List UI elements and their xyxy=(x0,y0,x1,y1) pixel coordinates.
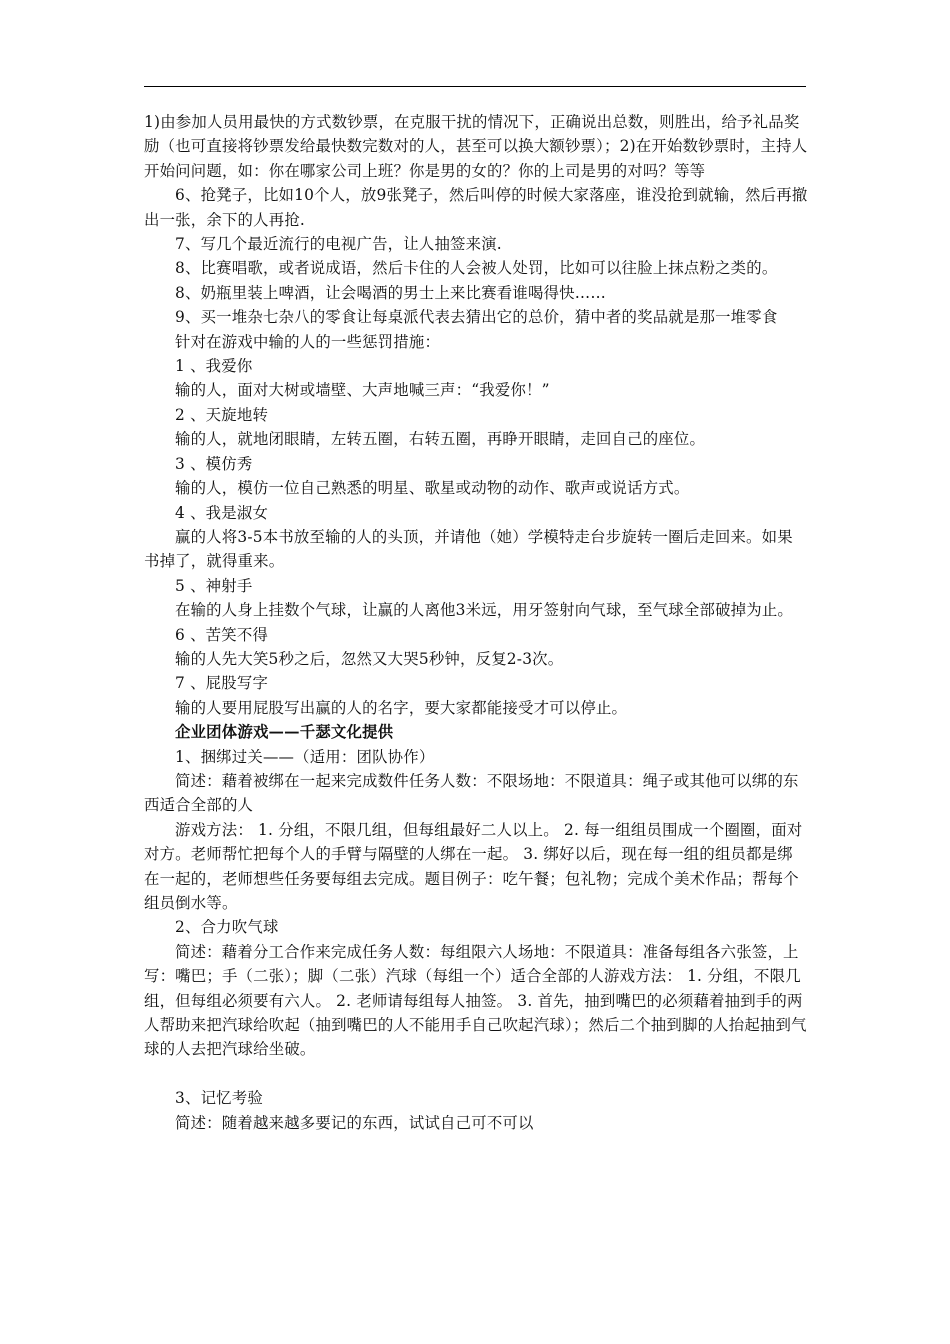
paragraph: 8、比赛唱歌，或者说成语，然后卡住的人会被人处罚，比如可以往脸上抹点粉之类的。 xyxy=(175,259,778,278)
paragraph: 输的人，就地闭眼睛，左转五圈，右转五圈，再睁开眼睛，走回自己的座位。 xyxy=(175,430,706,449)
paragraph: 简述：藉着被绑在一起来完成数件任务人数：不限场地：不限道具：绳子或其他可以绑的东西适合全部的人 xyxy=(144,771,799,815)
paragraph: 5 、神射手 xyxy=(175,576,253,595)
document-body xyxy=(144,110,808,1135)
header-rule xyxy=(144,86,806,87)
paragraph: 简述：藉着分工合作来完成任务人数：每组限六人场地：不限道具：准备每组各六张签，上写：嘴巴；手（二张）；脚（二张）汽球（每组一个）适合全部的人游戏方法： 1. 分组，不限几组，但每组必须要有六人。 2. 老师请每组每人抽签。 3. 首先，抽到嘴巴的必须藉着抽到手的两人帮助来把汽球给吹起（抽到嘴巴的人不能用手自己吹起汽球）；然后二个抽到脚的人抬起抽到气球的人去把汽球给坐破。 xyxy=(144,942,807,1059)
paragraph: 7 、屁股写字 xyxy=(175,674,269,693)
paragraph: 输的人先大笑5秒之后，忽然又大哭5秒钟，反复2-3次。 xyxy=(175,649,564,668)
paragraph: 6 、苦笑不得 xyxy=(175,625,269,644)
paragraph: 8、奶瓶里装上啤酒，让会喝酒的男士上来比赛看谁喝得快…… xyxy=(175,283,606,302)
paragraph: 1、捆绑过关——（适用：团队协作） xyxy=(175,747,435,766)
blank-line xyxy=(144,1062,808,1086)
paragraph: 7、写几个最近流行的电视广告，让人抽签来演. xyxy=(175,235,502,254)
paragraph: 输的人，模仿一位自己熟悉的明星、歌星或动物的动作、歌声或说话方式。 xyxy=(175,479,690,498)
section-heading: 企业团体游戏——千瑟文化提供 xyxy=(175,723,394,742)
paragraph: 针对在游戏中输的人的一些惩罚措施： xyxy=(175,332,441,351)
paragraph: 输的人要用屁股写出赢的人的名字，要大家都能接受才可以停止。 xyxy=(175,698,628,717)
paragraph: 赢的人将3-5本书放至输的人的头顶，并请他（她）学模特走台步旋转一圈后走回来。如果书掉了，就得重来。 xyxy=(144,527,793,571)
paragraph: 2、合力吹气球 xyxy=(175,918,279,937)
paragraph: 9、买一堆杂七杂八的零食让每桌派代表去猜出它的总价，猜中者的奖品就是那一堆零食 xyxy=(175,308,778,327)
paragraph: 1 、我爱你 xyxy=(175,357,253,376)
paragraph: 输的人，面对大树或墙壁、大声地喊三声：“我爱你！” xyxy=(175,381,550,400)
paragraph: 游戏方法： 1. 分组，不限几组，但每组最好二人以上。 2. 每一组组员围成一个圈圈，面对对方。老师帮忙把每个人的手臂与隔壁的人绑在一起。 3. 绑好以后，现在每一组的组员都是绑在一起的，老师想些任务要每组去完成。题目例子：吃午餐；包礼物；完成个美术作品；帮每个组员倒水等。 xyxy=(144,820,803,912)
paragraph: 在输的人身上挂数个气球，让赢的人离他3米远，用牙签射向气球，至气球全部破掉为止。 xyxy=(175,601,794,620)
paragraph: 1)由参加人员用最快的方式数钞票，在克服干扰的情况下，正确说出总数，则胜出，给予礼品奖励（也可直接将钞票发给最快数完数对的人，甚至可以换大额钞票）；2)在开始数钞票时，主持人开始问问题，如：你在哪家公司上班？你是男的女的？你的上司是男的对吗？等等 xyxy=(144,113,808,180)
paragraph: 简述：随着越来越多要记的东西，试试自己可不可以 xyxy=(175,1113,534,1132)
paragraph: 6、抢凳子，比如10个人，放9张凳子，然后叫停的时候大家落座，谁没抢到就输，然后再撤出一张，余下的人再抢. xyxy=(144,186,808,229)
paragraph: 4 、我是淑女 xyxy=(175,503,269,522)
paragraph: 3 、模仿秀 xyxy=(175,454,253,473)
paragraph: 3、记忆考验 xyxy=(175,1089,263,1108)
paragraph: 2 、天旋地转 xyxy=(175,405,269,424)
